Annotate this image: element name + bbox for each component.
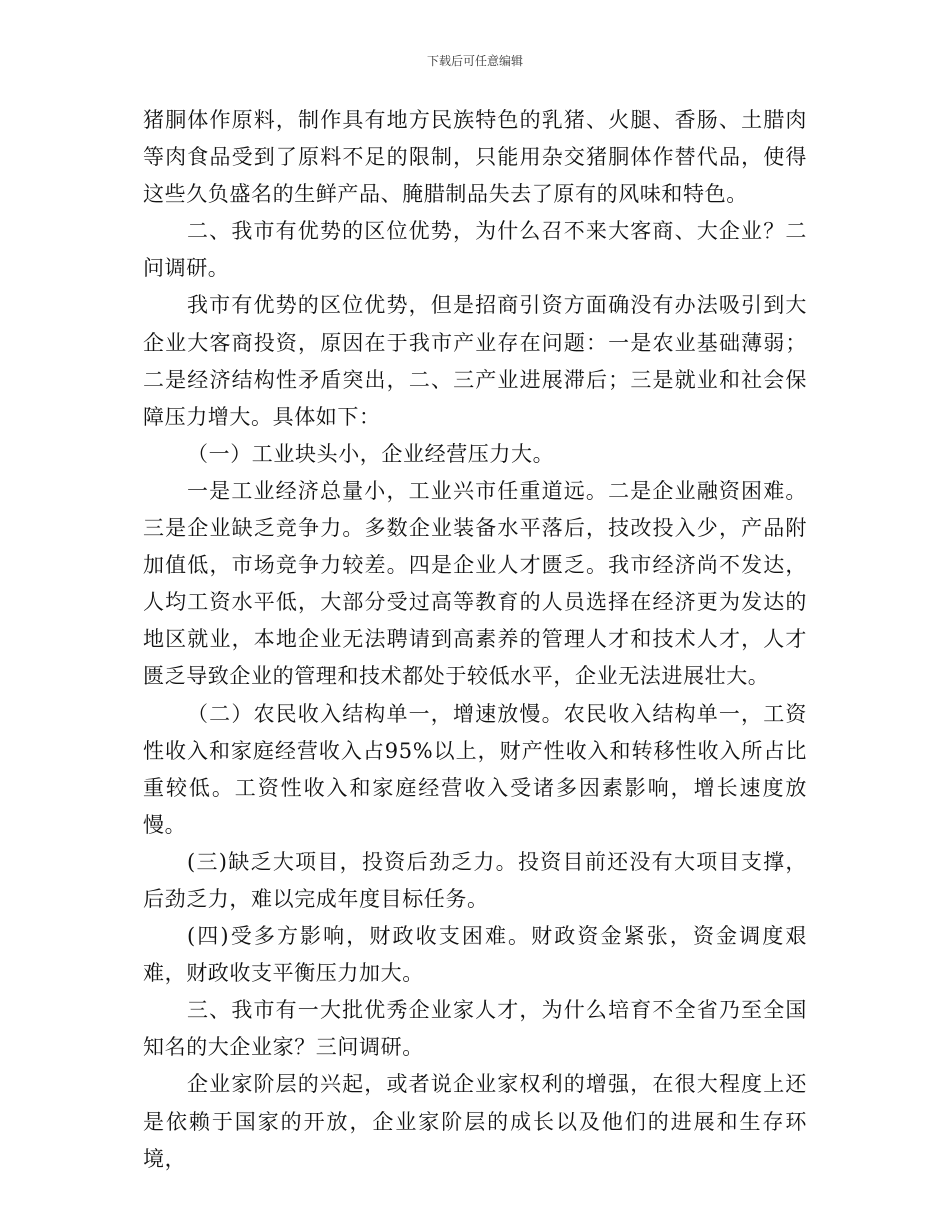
paragraph-1: 猪胴体作原料，制作具有地方民族特色的乳猪、火腿、香肠、土腊肉等肉食品受到了原料不足的限制，只能用杂交猪胴体作替代品，使得这些久负盛名的生鲜产品、腌腊制品失去了原有的风味和特色。: [143, 108, 807, 207]
paragraph-10: 企业家阶层的兴起，或者说企业家权利的增强，在很大程度上还是依赖于国家的开放，企业家阶层的成长以及他们的进展和生存环境，: [143, 1072, 807, 1171]
paragraph-7: (三)缺乏大项目，投资后劲乏力。投资目前还没有大项目支撑，后劲乏力，难以完成年度目标任务。: [143, 849, 807, 911]
paragraph-3: 我市有优势的区位优势，但是招商引资方面确没有办法吸引到大企业大客商投资，原因在于我市产业存在问题：一是农业基础薄弱；二是经济结构性矛盾突出，二、三产业进展滞后；三是就业和社会保障压力增大。具体如下：: [143, 293, 807, 429]
paragraph-2: 二、我市有优势的区位优势，为什么召不来大客商、大企业？二问调研。: [143, 219, 807, 281]
paragraph-8: (四)受多方影响，财政收支困难。财政资金紧张，资金调度艰难，财政收支平衡压力加大。: [143, 924, 807, 986]
paragraph-9: 三、我市有一大批优秀企业家人才，为什么培育不全省乃至全国知名的大企业家？三问调研。: [143, 998, 807, 1060]
paragraph-4: （一）工业块头小，企业经营压力大。: [187, 441, 555, 466]
paragraph-5: 一是工业经济总量小，工业兴市任重道远。二是企业融资困难。三是企业缺乏竞争力。多数企业装备水平落后，技改投入少，产品附加值低，市场竞争力较差。四是企业人才匮乏。我市经济尚不发达，人均工资水平低，大部分受过高等教育的人员选择在经济更为发达的地区就业，本地企业无法聘请到高素养的管理人才和技术人才，人才匮乏导致企业的管理和技术都处于较低水平，企业无法进展壮大。: [143, 478, 807, 689]
paragraph-6: （二）农民收入结构单一，增速放慢。农民收入结构单一，工资性收入和家庭经营收入占95%以上，财产性收入和转移性收入所占比重较低。工资性收入和家庭经营收入受诸多因素影响，增长速度放慢。: [143, 701, 807, 837]
document-body: [143, 102, 807, 1178]
page-header: 下载后可任意编辑: [426, 54, 523, 68]
